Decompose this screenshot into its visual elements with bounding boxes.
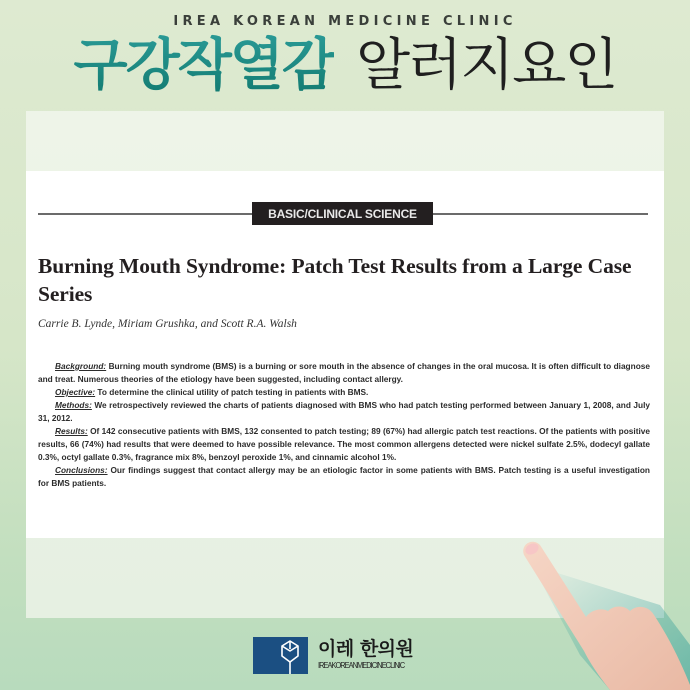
paper-title: Burning Mouth Syndrome: Patch Test Results from a Large Case Series	[38, 254, 632, 306]
clinic-name-en: IREAKOREANMEDICINECLINIC	[318, 661, 405, 670]
abstract-conclusions: Conclusions: Our findings suggest that contact allergy may be an etiologic factor in some patients with BMS. Patch testing is a useful investigation for BMS patients.	[38, 465, 650, 488]
abstract-methods: Methods: We retrospectively reviewed the charts of patients diagnosed with BMS who had patch testing performed between January 1, 2008, and July 31, 2012.	[38, 400, 650, 423]
abstract-label: Background:	[55, 361, 107, 371]
clinic-name-kr: 이레 한의원	[318, 638, 414, 660]
abstract-results: Results: Of 142 consecutive patients with BMS, 132 consented to patch testing; 89 (67%) had allergic patch test reactions. Of the patients with positive results, 66 (74%) had results that were deemed to have possible relevance. The most common allergens detected were nickel sulfate 2.5%, dodecyl gallate 0.3%, octyl gallate 0.3%, fragrance mix 8%, benzoyl peroxide 1%, and cinnamic alcohol 1%.	[38, 426, 650, 462]
section-badge: BASIC/CLINICAL SCIENCE	[252, 202, 433, 225]
paper-abstract	[38, 360, 650, 490]
abstract-label: Results:	[55, 426, 88, 436]
section-rule-left	[38, 213, 252, 215]
leaf-cube-logo-icon	[253, 637, 308, 674]
header-subtitle: IREA KOREAN MEDICINE CLINIC	[173, 14, 517, 29]
paper-authors: Carrie B. Lynde, Miriam Grushka, and Scott R.A. Walsh	[38, 318, 297, 330]
abstract-background: Background: Burning mouth syndrome (BMS) is a burning or sore mouth in the absence of changes in the oral mucosa. It is often difficult to diagnose and treat. Numerous theories of the etiology have been suggested, including contact allergy.	[38, 361, 650, 384]
abstract-label: Methods:	[55, 400, 92, 410]
abstract-objective: Objective: To determine the clinical utility of patch testing in patients with BMS.	[55, 387, 369, 397]
header-title	[0, 30, 690, 102]
section-rule-right	[433, 213, 648, 215]
title-rest: 알러지요인	[356, 33, 617, 98]
clinic-logo	[253, 637, 308, 674]
pointing-hand-icon	[520, 535, 690, 690]
abstract-label: Objective:	[55, 387, 96, 397]
title-highlight: 구강작열감	[73, 33, 334, 98]
abstract-label: Conclusions:	[55, 465, 108, 475]
